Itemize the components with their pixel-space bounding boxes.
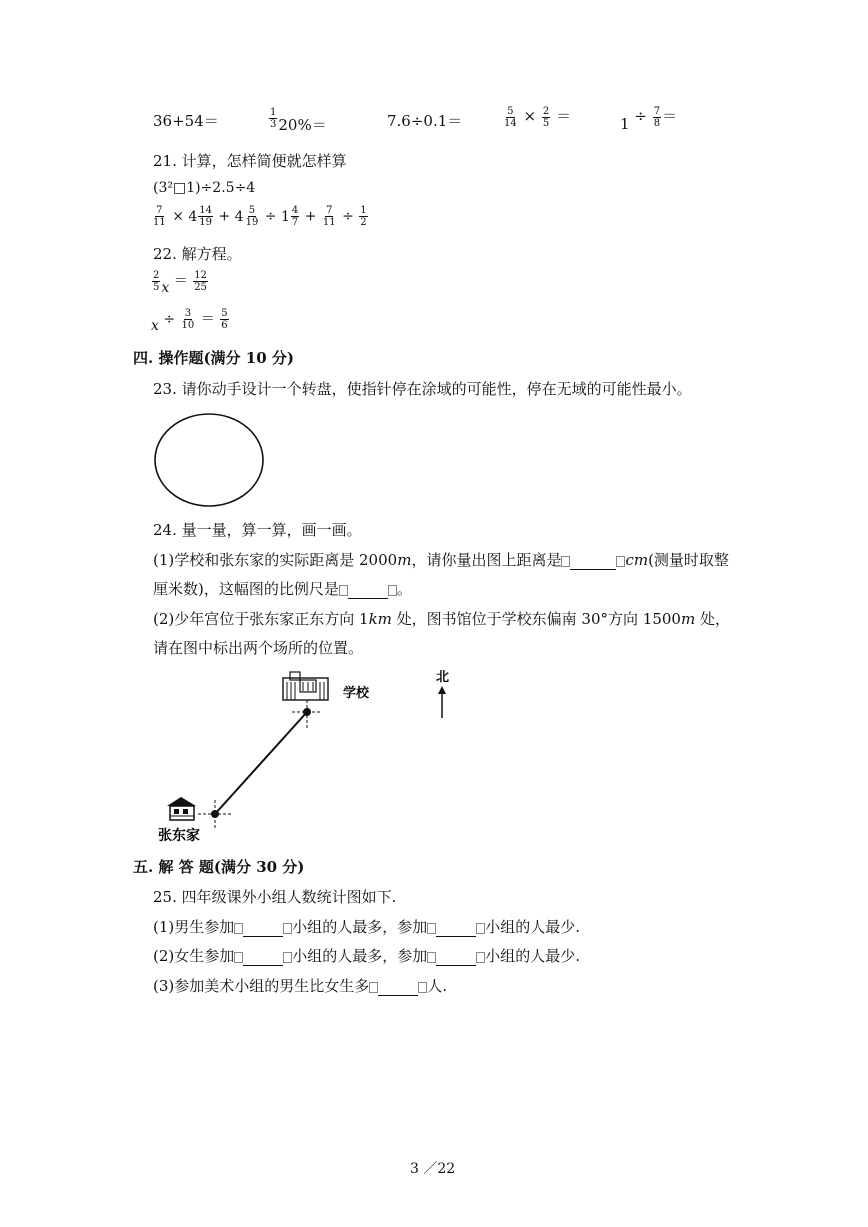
house-icon (167, 797, 196, 820)
blank-box (561, 556, 570, 567)
q24-part2-line1: (2)少年宫位于张东家正东方向 1km 处，图书馆位于学校东偏南 30°方向 1500m 处， (153, 610, 730, 628)
blank-box (339, 585, 348, 596)
school-home-line (215, 712, 307, 814)
q25-part2: (2)女生参加 小组的人最多，参加 小组的人最少. (153, 947, 581, 965)
q21-title: 21. 计算，怎样简便就怎样算 (153, 152, 347, 170)
q22-eq2: x ÷ $\frac{3}{10}$ ＝ $\frac{5}{6}$ (151, 308, 228, 334)
school-icon (283, 672, 328, 700)
school-label: 学校 (343, 686, 370, 701)
q25-title: 25. 四年级课外小组人数统计图如下. (153, 888, 397, 906)
answer-blank[interactable] (436, 949, 476, 966)
map-diagram (150, 660, 470, 845)
calc-item-5: 1 ÷ $\frac{7}{8}$ ＝ (620, 105, 678, 133)
q24-title: 24. 量一量，算一算，画一画。 (153, 521, 362, 539)
answer-blank[interactable] (378, 979, 418, 996)
q23-text: 23. 请你动手设计一个转盘，使指针停在涂域的可能性，停在无域的可能性最小。 (153, 380, 692, 398)
q21-expr1: (3²□1)÷2.5÷4 (153, 180, 256, 196)
q25-part3: (3)参加美术小组的男生比女生多 人. (153, 977, 448, 995)
section-4-heading: 四. 操作题(满分 10 分) (133, 349, 294, 367)
fraction: $\frac{7}{8}$ (653, 105, 661, 129)
answer-blank[interactable] (348, 582, 388, 599)
q24-part1-line2: 厘米数)，这幅图的比例尺是 。 (153, 580, 412, 598)
fraction: $\frac{2}{5}$ (542, 105, 550, 129)
calc-item-2: $\frac{1}{3}$ 20%＝ (270, 106, 327, 134)
page-number: 3 ／22 (410, 1161, 456, 1177)
north-label: 北 (436, 670, 450, 685)
spinner-circle (150, 410, 270, 510)
home-point (211, 810, 219, 818)
answer-blank[interactable] (243, 920, 283, 937)
q24-part2-line2: 请在图中标出两个场所的位置。 (153, 639, 364, 657)
q24-part1-line1: (1)学校和张东家的实际距离是 2000m，请你量出图上距离是 cm(测量时取整 (153, 551, 729, 569)
q21-expr2: $\frac{7}{11}$ × 4 $\frac{14}{19}$ + 4 $\frac{5}{19}$ ÷ 1 $\frac{4}{7}$ + $\frac{7}{11}$ ÷ $\frac{1}{2}$ (153, 205, 367, 228)
q22-eq1: $\frac{2}{5}$ x ＝ $\frac{12}{25}$ (153, 270, 207, 296)
calc-item-1: 36+54＝ (153, 112, 219, 130)
answer-blank[interactable] (436, 920, 476, 937)
calc-item-3: 7.6÷0.1＝ (387, 112, 463, 130)
answer-blank[interactable] (243, 949, 283, 966)
answer-blank[interactable] (570, 553, 616, 570)
fraction: $\frac{1}{3}$ (270, 106, 277, 130)
q22-title: 22. 解方程。 (153, 245, 242, 263)
blank-box (388, 585, 397, 596)
section-5-heading: 五. 解 答 题(满分 30 分) (133, 858, 305, 876)
home-label: 张东家 (158, 828, 200, 844)
calc-item-4: $\frac{5}{14}$ × $\frac{2}{5}$ ＝ (504, 105, 572, 129)
fraction: $\frac{5}{14}$ (504, 105, 517, 129)
q25-part1: (1)男生参加 小组的人最多，参加 小组的人最少. (153, 918, 581, 936)
